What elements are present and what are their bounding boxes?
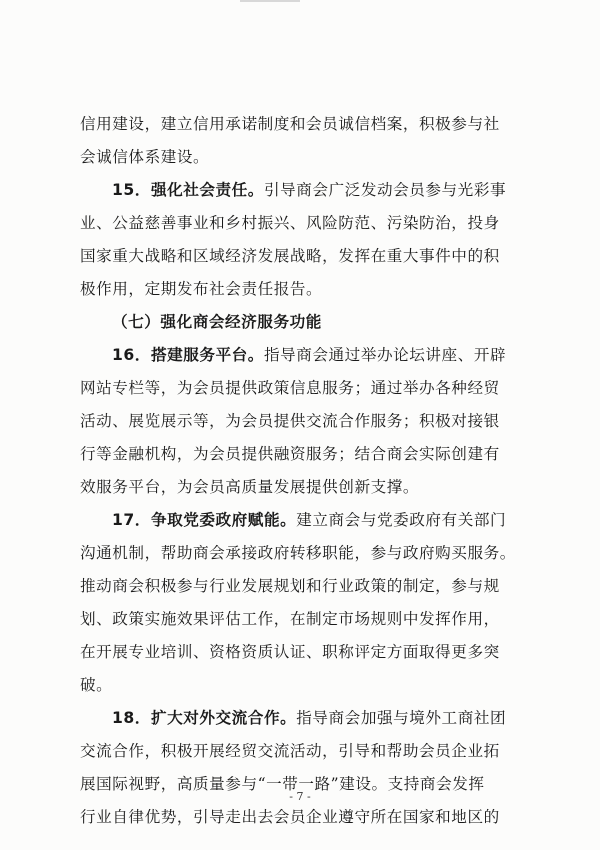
paragraph-line: 业、公益慈善事业和乡村振兴、风险防范、污染防治，投身 (80, 214, 500, 232)
item-15-heading: 15．强化社会责任。 (112, 181, 264, 199)
section-heading: （七）强化商会经济服务功能 (112, 313, 322, 331)
paragraph-line: 网站专栏等，为会员提供政策信息服务；通过举办各种经贸 (80, 379, 500, 397)
paragraph-line: 在开展专业培训、资格资质认证、职称评定方面取得更多突 (80, 643, 500, 661)
paragraph-line: 行等金融机构，为会员提供融资服务；结合商会实际创建有 (80, 445, 500, 463)
paragraph-line: 国家重大战略和区域经济发展战略，发挥在重大事件中的积 (80, 247, 500, 265)
paragraph-line: 沟通机制，帮助商会承接政府转移职能，参与政府购买服务。 (80, 544, 516, 562)
paragraph-line: 展国际视野，高质量参与“一带一路”建设。支持商会发挥 (80, 775, 485, 793)
body-text (80, 108, 530, 834)
paragraph-line: 破。 (80, 676, 113, 694)
paragraph-line: 17．争取党委政府赋能。建立商会与党委政府有关部门 (112, 511, 507, 529)
scan-mark (240, 0, 300, 2)
paragraph-line: 16．搭建服务平台。指导商会通过举办论坛讲座、开辟 (112, 346, 507, 364)
paragraph-line: 效服务平台，为会员高质量发展提供创新支撑。 (80, 478, 420, 496)
page-number: - 7 - (289, 790, 311, 803)
item-16-heading: 16．搭建服务平台。 (112, 346, 264, 364)
paragraph-line: 推动商会积极参与行业发展规划和行业政策的制定，参与规 (80, 577, 500, 595)
item-18-heading: 18．扩大对外交流合作。 (112, 709, 297, 727)
paragraph-line: 15．强化社会责任。引导商会广泛发动会员参与光彩事 (112, 181, 507, 199)
paragraph-line: 18．扩大对外交流合作。指导商会加强与境外工商社团 (112, 709, 507, 727)
paragraph-line: 行业自律优势，引导走出去会员企业遵守所在国家和地区的 (80, 808, 500, 826)
paragraph-line: 会诚信体系建设。 (80, 148, 210, 166)
paragraph-line: 信用建设，建立信用承诺制度和会员诚信档案，积极参与社 (80, 115, 500, 133)
paragraph-line: 极作用，定期发布社会责任报告。 (80, 280, 323, 298)
paragraph-line: 活动、展览展示等，为会员提供交流合作服务；积极对接银 (80, 412, 500, 430)
paragraph-line: 划、政策实施效果评估工作，在制定市场规则中发挥作用， (80, 610, 500, 628)
paragraph-line: 交流合作，积极开展经贸交流活动，引导和帮助会员企业拓 (80, 742, 500, 760)
item-17-heading: 17．争取党委政府赋能。 (112, 511, 297, 529)
